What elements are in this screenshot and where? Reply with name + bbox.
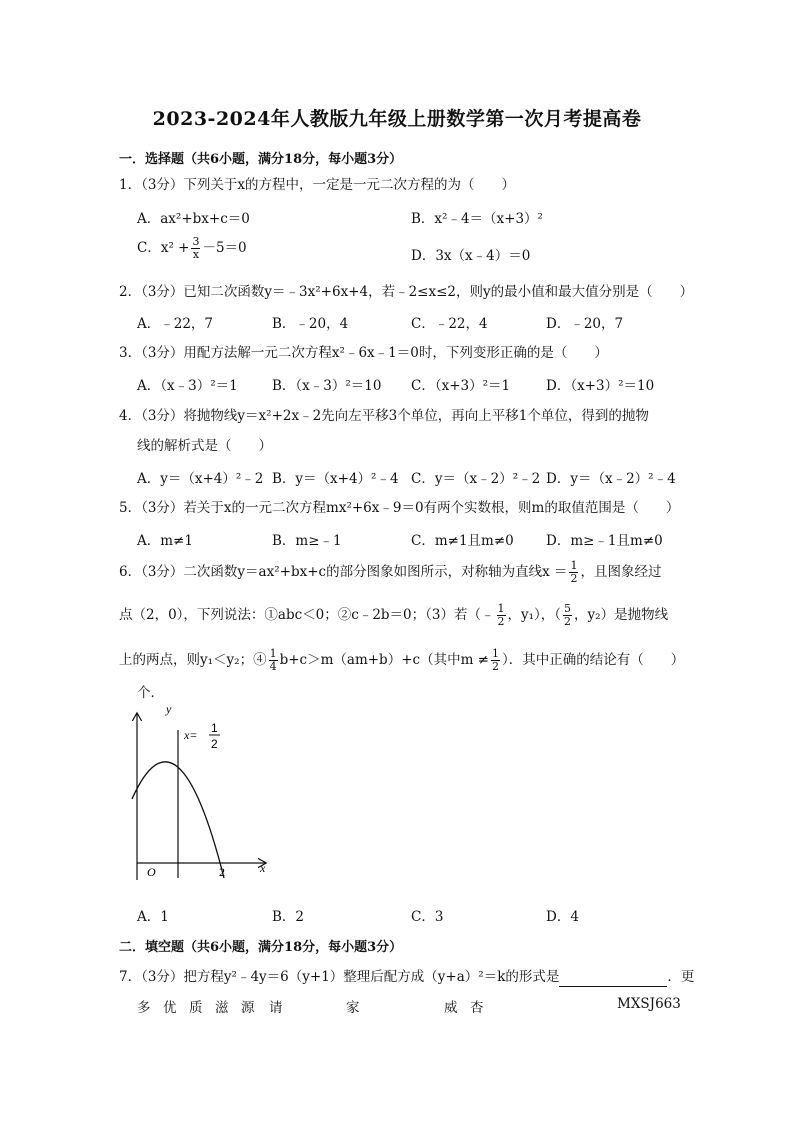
graph-origin-label: O	[147, 865, 156, 879]
graph-y-label: y	[166, 702, 172, 716]
q6-line3-pre: 上的两点，则y₁＜y₂；④	[119, 652, 267, 668]
footer-char-1: 多	[137, 1000, 151, 1016]
parabola-graph	[120, 700, 280, 890]
footer-char-5: 源	[241, 1000, 255, 1016]
question-2-stem: 2．（3分）已知二次函数y＝﹣3x²+6x+4，若﹣2≤x≤2，则y的最小值和最大值分别是（ ）	[119, 284, 694, 300]
q4-option-a: A．y＝（x+4）²﹣2	[137, 471, 264, 487]
q6-m-half-denominator: 2	[491, 660, 499, 673]
q6-option-c: C．3	[411, 909, 444, 925]
page-title: 2023-2024年人教版九年级上册数学第一次月考提高卷	[152, 108, 642, 130]
q5-option-d: D．m≥﹣1且m≠0	[546, 533, 663, 549]
q6-option-a: A．1	[137, 909, 169, 925]
question-6-line2	[119, 603, 668, 628]
question-1-stem: 1．（3分）下列关于x的方程中，一定是一元二次方程的为（ ）	[119, 177, 516, 193]
q4-option-c: C．y＝（x﹣2）²﹣2	[411, 471, 541, 487]
question-6-line4: 个．	[137, 685, 164, 701]
q7-answer-blank	[559, 972, 667, 987]
q1-option-a: A．ax²+bx+c＝0	[137, 211, 250, 227]
q6-quarter-fraction	[269, 648, 278, 673]
graph-x-label: x	[260, 861, 266, 875]
footer-char-6: 请	[269, 1000, 283, 1016]
graph-axis-numerator: 1	[211, 721, 218, 735]
footer-char-2: 优	[163, 1000, 177, 1016]
q6-axis-numerator: 1	[570, 559, 578, 572]
q6-m-half-fraction	[491, 648, 500, 673]
graph-two-label: 2	[219, 865, 225, 879]
question-3-stem: 3．（3分）用配方法解一元二次方程x²﹣6x﹣1＝0时，下列变形正确的是（ ）	[119, 345, 608, 361]
q1-option-d: D．3x（x﹣4）＝0	[411, 248, 531, 264]
question-5-stem: 5．（3分）若关于x的一元二次方程mx²+6x﹣9＝0有两个实数根，则m的取值范围是（ ）	[119, 500, 680, 516]
q6-line1-post: ，且图象经过	[580, 564, 662, 580]
question-6-line1	[119, 560, 661, 585]
q6-axis-denominator: 2	[570, 572, 578, 585]
q6-m-half-numerator: 1	[491, 647, 499, 660]
q1-c-fraction	[191, 236, 200, 261]
question-6-line3	[119, 648, 684, 673]
footer-char-3: 质	[189, 1000, 203, 1016]
q6-line3-mid: b+c＞m（am+b）+c（其中m ≠	[279, 652, 489, 668]
q1-c-denominator: x	[192, 248, 200, 261]
q6-five-half-numerator: 5	[564, 602, 572, 615]
q6-line2-pre: 点（2，0），下列说法：①abc＜0；②c﹣2b＝0；（3）若（﹣	[119, 607, 495, 623]
q1-option-c	[137, 236, 247, 261]
q6-neg-half-numerator: 1	[497, 602, 505, 615]
q6-line2-mid: ，y₁），（	[507, 607, 562, 623]
q2-option-c: C．﹣22，4	[411, 316, 488, 332]
q1-option-b: B．x²﹣4＝（x+3）²	[411, 211, 543, 227]
q6-quarter-denominator: 4	[269, 660, 277, 673]
q6-line1-pre: 6．（3分）二次函数y＝ax²+bx+c的部分图象如图所示，对称轴为直线x ＝	[119, 564, 568, 580]
q5-option-a: A．m≠1	[137, 533, 193, 549]
q3-option-d: D．（x+3）²＝10	[546, 378, 655, 394]
q5-option-b: B．m≥﹣1	[272, 533, 342, 549]
graph-axis-denominator: 2	[211, 737, 218, 751]
q3-option-b: B．（x﹣3）²＝10	[272, 378, 382, 394]
section-fill-heading: 二．填空题（共6小题，满分18分，每小题3分）	[119, 940, 403, 955]
q6-option-b: B．2	[272, 909, 305, 925]
q6-five-half-fraction	[563, 603, 572, 628]
question-4-stem-line1: 4．（3分）将抛物线y＝x²+2x﹣2先向左平移3个单位，再向上平移1个单位，得到的抛物	[119, 408, 649, 424]
q6-option-d: D．4	[546, 909, 579, 925]
q6-neg-half-fraction	[497, 603, 506, 628]
question-4-stem-line2: 线的解析式是（ ）	[137, 438, 272, 454]
q4-option-d: D．y＝（x﹣2）²﹣4	[546, 471, 676, 487]
q6-five-half-denominator: 2	[564, 615, 572, 628]
footer-char-4: 滋	[215, 1000, 229, 1016]
q7-stem: 7．（3分）把方程y²﹣4y＝6（y+1）整理后配方成（y+a）²＝k的形式是	[119, 969, 560, 985]
q7-post: ．更	[667, 969, 695, 985]
q4-option-b: B．y＝（x+4）²﹣4	[272, 471, 399, 487]
footer-char-7: 家	[346, 1000, 360, 1016]
q1-c-pre: C．x² +	[137, 240, 190, 256]
section-choice-heading: 一．选择题（共6小题，满分18分，每小题3分）	[119, 152, 403, 167]
q2-option-d: D．﹣20，7	[546, 316, 624, 332]
q5-option-c: C．m≠1且m≠0	[411, 533, 514, 549]
footer-code: MXSJ663	[617, 996, 681, 1012]
q3-option-c: C．（x+3）²＝1	[411, 378, 511, 394]
q6-line2-post: ，y₂）是抛物线	[574, 607, 669, 623]
q1-c-post: －5＝0	[202, 240, 247, 256]
q3-option-a: A．（x﹣3）²＝1	[137, 378, 238, 394]
q6-axis-fraction	[569, 560, 578, 585]
question-7	[119, 967, 694, 987]
q2-option-b: B．﹣20，4	[272, 316, 349, 332]
q6-neg-half-denominator: 2	[497, 615, 505, 628]
q2-option-a: A．﹣22，7	[137, 316, 214, 332]
q6-line3-post: ）．其中正确的结论有（ ）	[501, 652, 685, 668]
footer-char-8: 威	[444, 1000, 458, 1016]
q1-c-numerator: 3	[192, 235, 200, 248]
footer-char-9: 杏	[470, 1000, 484, 1016]
q6-quarter-numerator: 1	[269, 647, 277, 660]
graph-axis-eq: x=	[184, 728, 198, 742]
